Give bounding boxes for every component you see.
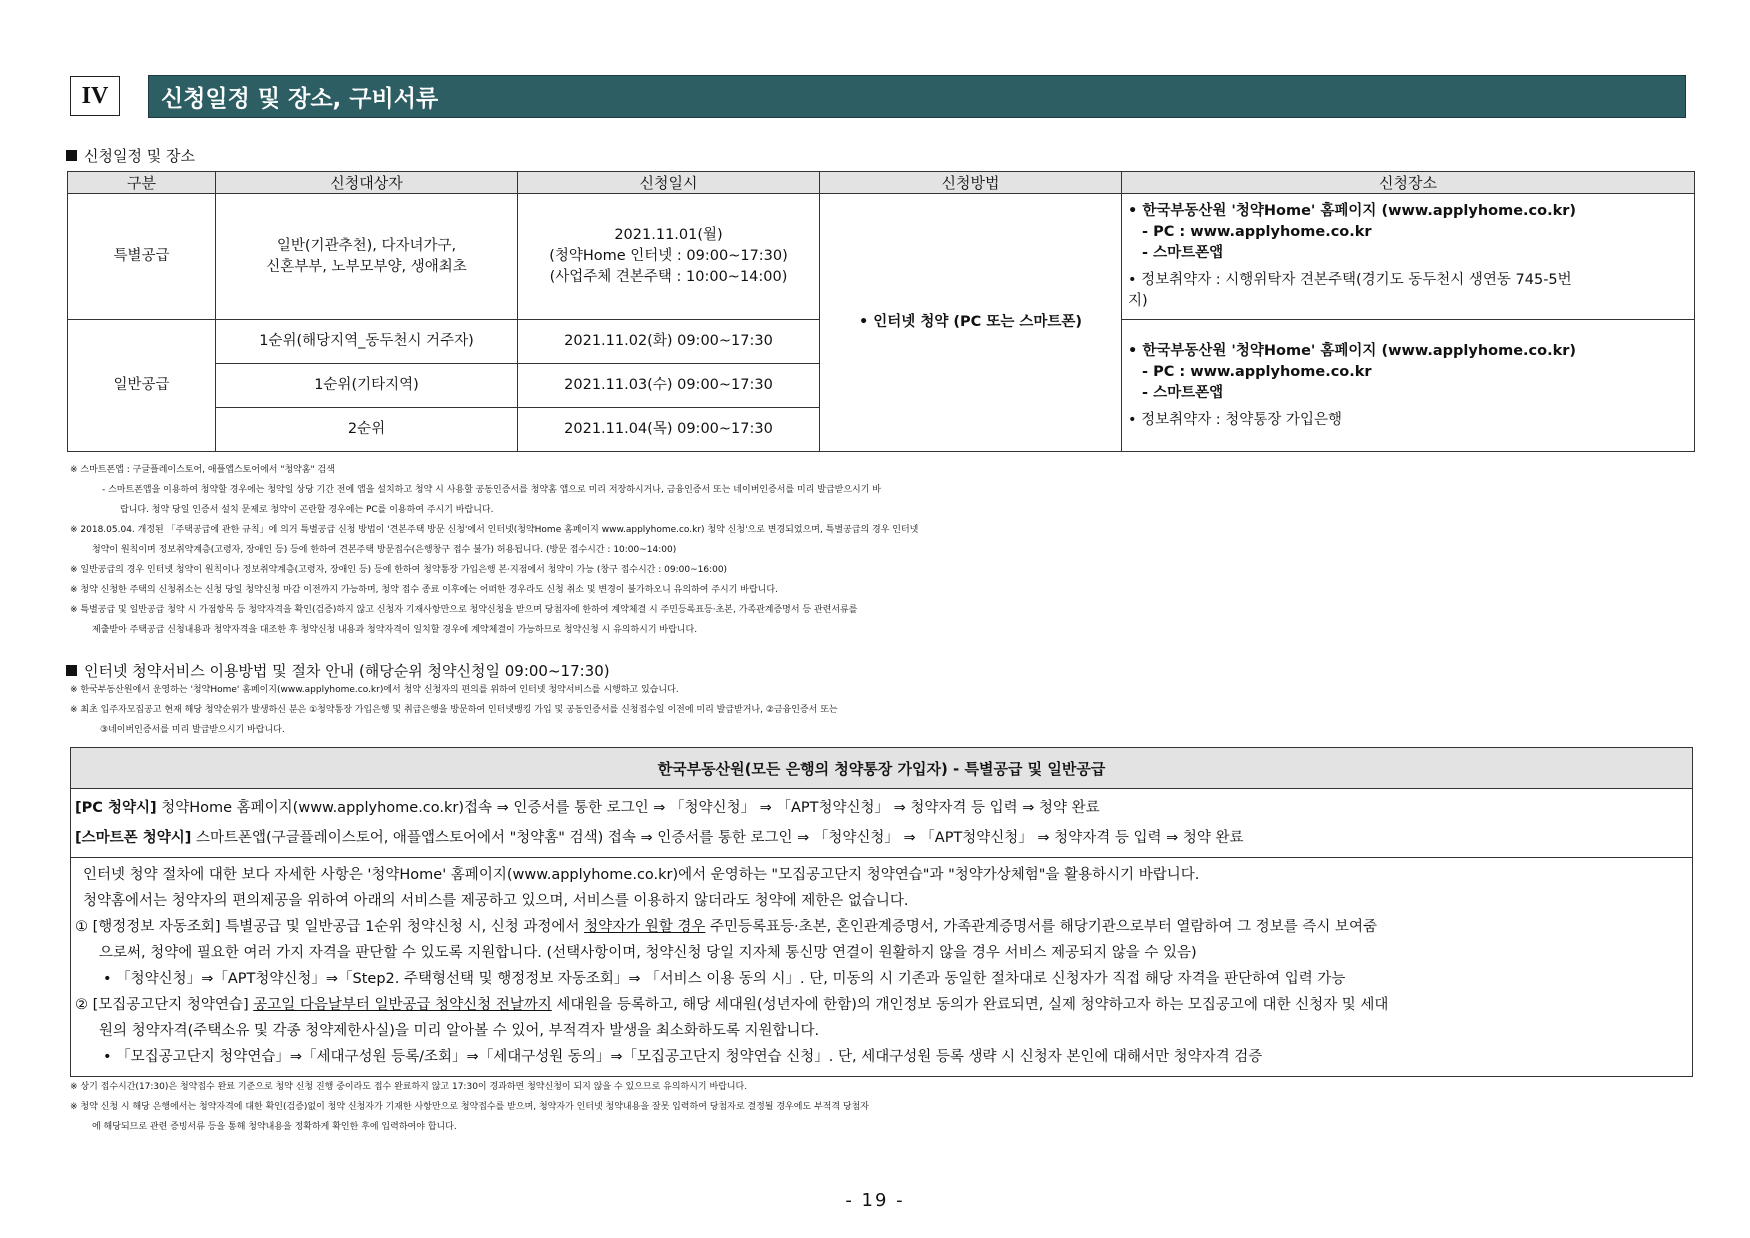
place-line: • 정보취약자 : 시행위탁자 견본주택(경기도 동두천시 생연동 745-5번 (1128, 272, 1572, 288)
date-cell: 2021.11.04(목) 09:00~17:30 (518, 408, 820, 452)
note-line: ※ 청약 신청한 주택의 신청취소는 신청 당일 청약신청 마감 이전까지 가능하며, 청약 접수 종료 이후에는 어떠한 경우라도 신청 취소 및 변경이 불가하오니 유의하여 주시기 바랍니다. (70, 585, 778, 595)
date-cell: 2021.11.02(화) 09:00~17:30 (518, 320, 820, 364)
target-cell: 1순위(기타지역) (216, 364, 518, 408)
schedule-notes (70, 460, 1700, 640)
pc-text: 청약Home 홈페이지(www.applyhome.co.kr)접속 ⇒ 인증서를 통한 로그인 ⇒ 「청약신청」 ⇒ 「APT청약신청」 ⇒ 청약자격 등 입력 ⇒ 청약 완료 (156, 800, 1100, 816)
procedure-steps (71, 789, 1692, 858)
chapter-number: IV (70, 76, 120, 116)
col-header: 신청일시 (518, 172, 820, 194)
method-cell: • 인터넷 청약 (PC 또는 스마트폰) (820, 194, 1122, 452)
note-line: ※ 특별공급 및 일반공급 청약 시 가점항목 등 청약자격을 확인(검증)하지 않고 신청자 기재사항만으로 청약신청을 받으며 당첨자에 한하여 계약체결 시 주민등록표등·초본, 가족관계증명서 등 관련서류를 (70, 605, 858, 615)
section-title-internet (66, 660, 610, 681)
section-title-schedule (66, 145, 195, 166)
chapter-title: 신청일정 및 장소, 구비서류 (161, 86, 439, 112)
col-header: 신청장소 (1122, 172, 1695, 194)
procedure-box-title: 한국부동산원(모든 은행의 청약통장 가입자) - 특별공급 및 일반공급 (71, 748, 1692, 789)
place-line: - PC : www.applyhome.co.kr (1142, 224, 1372, 240)
place-line: • 한국부동산원 '청약Home' 홈페이지 (www.applyhome.co.kr) (1128, 203, 1577, 219)
schedule-table (67, 171, 1695, 452)
detail-line (75, 992, 1688, 1018)
mobile-procedure (75, 823, 1688, 853)
closing-notes (70, 1077, 1700, 1137)
place-line: - 스마트폰앱 (1142, 384, 1224, 401)
detail-text: ① [행정정보 자동조회] 특별공급 및 일반공급 1순위 청약신청 시, 신청 과정에서 (75, 919, 585, 935)
detail-underlined: 청약자가 원할 경우 (584, 919, 706, 935)
page-number: - 19 - (845, 1190, 905, 1211)
note-line: 랍니다. 청약 당일 인증서 설치 문제로 청약이 곤란할 경우에는 PC를 이용하여 주시기 바랍니다. (120, 505, 494, 515)
note-line: ③네이버인증서를 미리 발급받으시기 바랍니다. (100, 725, 285, 735)
col-header: 구분 (68, 172, 216, 194)
place-line: - PC : www.applyhome.co.kr (1142, 363, 1372, 380)
pc-procedure (75, 793, 1688, 823)
detail-line: 원의 청약자격(주택소유 및 각종 청약제한사실)을 미리 알아볼 수 있어, 부적격자 발생을 최소화하도록 지원합니다. (99, 1023, 820, 1039)
note-line: ※ 일반공급의 경우 인터넷 청약이 원칙이나 정보취약계층(고령자, 장애인 등) 등에 한하여 청약통장 가입은행 본·지점에서 청약이 가능 (창구 접수시간 : 09:00~16:00) (70, 565, 728, 575)
target-cell (216, 194, 518, 320)
date-cell (518, 194, 820, 320)
date-line: (청약Home 인터넷 : 09:00~17:30) (549, 248, 788, 264)
place-line: • 한국부동산원 '청약Home' 홈페이지 (www.applyhome.co.kr) (1128, 342, 1577, 359)
note-line: 청약이 원칙이며 정보취약계층(고령자, 장애인 등) 등에 한하여 견본주택 방문접수(은행창구 접수 불가) 허용됩니다. (방문 접수시간 : 10:00~14:00) (92, 545, 677, 555)
place-cell (1122, 194, 1695, 320)
detail-line: 으로써, 청약에 필요한 여러 가지 자격을 판단할 수 있도록 지원합니다. (선택사항이며, 청약신청 당일 지자체 통신망 연결이 원활하지 않을 경우 서비스 제공되지 않을 수 있음) (99, 945, 1197, 961)
date-cell: 2021.11.03(수) 09:00~17:30 (518, 364, 820, 408)
procedure-details (71, 858, 1692, 1076)
procedure-box (70, 747, 1693, 1077)
chapter-title-bar (148, 75, 1686, 118)
table-header-row (68, 172, 1695, 194)
pc-label: [PC 청약시] (75, 800, 157, 816)
place-cell (1122, 320, 1695, 452)
detail-line: 인터넷 청약 절차에 대한 보다 자세한 사항은 '청약Home' 홈페이지(www.applyhome.co.kr)에서 운영하는 "모집공고단지 청약연습"과 "청약가상체험"을 활용하시기 바랍니다. (83, 867, 1200, 883)
note-line: ※ 스마트폰앱 : 구글플레이스토어, 애플앱스토어에서 "청약홈" 검색 (70, 465, 335, 475)
detail-underlined: 공고일 다음날부터 일반공급 청약신청 전날까지 (253, 997, 552, 1013)
section-title-text: 신청일정 및 장소 (84, 147, 195, 165)
place-line: - 스마트폰앱 (1142, 245, 1224, 261)
square-bullet-icon (66, 665, 77, 676)
note-line: ※ 최초 입주자모집공고 현재 해당 청약순위가 발생하신 분은 ①청약통장 가입은행 및 취급은행을 방문하여 인터넷뱅킹 가입 및 공동인증서를 신청접수일 이전에 미리 발급받거나, ②금융인증서 또는 (70, 705, 838, 715)
note-line: 에 해당되므로 관련 증빙서류 등을 통해 청약내용을 정확하게 확인한 후에 입력하여야 합니다. (92, 1122, 457, 1132)
section-title-text: 인터넷 청약서비스 이용방법 및 절차 안내 (해당순위 청약신청일 09:00~17:30) (84, 662, 610, 680)
note-line: ※ 한국부동산원에서 운영하는 '청약Home' 홈페이지(www.applyhome.co.kr)에서 청약 신청자의 편의를 위하여 인터넷 청약서비스를 시행하고 있습니다. (70, 685, 679, 695)
note-line: ※ 2018.05.04. 개정된 「주택공급에 관한 규칙」에 의거 특별공급 신청 방법이 '견본주택 방문 신청'에서 인터넷(청약Home 홈페이지 www.applyhome.co.kr) 청약 신청'으로 변경되었으며, 특별공급의 경우 인터넷 (70, 525, 919, 535)
note-line: 제출받아 주택공급 신청내용과 청약자격을 대조한 후 청약신청 내용과 청약자격이 일치할 경우에 계약체결이 가능하므로 청약신청 시 유의하시기 바랍니다. (92, 625, 698, 635)
detail-line: 청약홈에서는 청약자의 편의제공을 위하여 아래의 서비스를 제공하고 있으며, 서비스를 이용하지 않더라도 청약에 제한은 없습니다. (83, 893, 909, 909)
detail-text: ② [모집공고단지 청약연습] (75, 997, 254, 1013)
date-line: (사업주체 견본주택 : 10:00~14:00) (549, 269, 788, 285)
target-line: 일반(기관추천), 다자녀가구, (276, 237, 457, 254)
col-header: 신청대상자 (216, 172, 518, 194)
detail-text: 주민등록표등·초본, 혼인관계증명서, 가족관계증명서를 해당기관으로부터 열람하여 그 정보를 즉시 보여줌 (705, 919, 1377, 935)
internet-notes (70, 680, 1700, 740)
category-cell: 특별공급 (68, 194, 216, 320)
target-line: 신혼부부, 노부모부양, 생애최초 (266, 258, 467, 275)
detail-line (75, 914, 1688, 940)
date-line: 2021.11.01(월) (614, 227, 723, 243)
mobile-text: 스마트폰앱(구글플레이스토어, 애플앱스토어에서 "청약홈" 검색) 접속 ⇒ 인증서를 통한 로그인 ⇒ 「청약신청」 ⇒ 「APT청약신청」 ⇒ 청약자격 등 입력 ⇒ 청약 완료 (191, 830, 1244, 846)
note-line: ※ 상기 접수시간(17:30)은 청약접수 완료 기준으로 청약 신청 진행 중이라도 접수 완료하지 않고 17:30이 경과하면 청약신청이 되지 않을 수 있으므로 유의하시기 바랍니다. (70, 1082, 748, 1092)
detail-text: 세대원을 등록하고, 해당 세대원(성년자에 한함)의 개인정보 동의가 완료되면, 실제 청약하고자 하는 모집공고에 대한 신청자 및 세대 (551, 997, 1389, 1013)
category-cell: 일반공급 (68, 320, 216, 452)
square-bullet-icon (66, 150, 77, 161)
place-line: • 정보취약자 : 청약통장 가입은행 (1128, 411, 1342, 428)
note-line: ※ 청약 신청 시 해당 은행에서는 청약자격에 대한 확인(검증)없이 청약 신청자가 기재한 사항만으로 청약접수를 받으며, 청약자가 인터넷 청약내용을 잘못 입력하여 당첨자로 결정될 경우에도 부적격 당첨자 (70, 1102, 869, 1112)
table-row (68, 194, 1695, 320)
note-line: - 스마트폰앱을 이용하여 청약할 경우에는 청약일 상당 기간 전에 앱을 설치하고 청약 시 사용할 공동인증서를 청약홈 앱으로 미리 저장하시거나, 금융인증서 또는 네이버인증서를 미리 발급받으시기 바 (102, 485, 881, 495)
target-cell: 1순위(해당지역_동두천시 거주자) (216, 320, 518, 364)
mobile-label: [스마트폰 청약시] (75, 830, 192, 846)
detail-line: • 「모집공고단지 청약연습」⇒「세대구성원 등록/조회」⇒「세대구성원 동의」⇒「모집공고단지 청약연습 신청」. 단, 세대구성원 등록 생략 시 신청자 본인에 대해서만 청약자격 검증 (103, 1049, 1263, 1065)
col-header: 신청방법 (820, 172, 1122, 194)
detail-line: • 「청약신청」⇒「APT청약신청」⇒「Step2. 주택형선택 및 행정정보 자동조회」⇒ 「서비스 이용 동의 시」. 단, 미동의 시 기존과 동일한 절차대로 신청자가 직접 해당 자격을 판단하여 입력 가능 (103, 971, 1346, 987)
place-line: 지) (1128, 293, 1148, 309)
target-cell: 2순위 (216, 408, 518, 452)
